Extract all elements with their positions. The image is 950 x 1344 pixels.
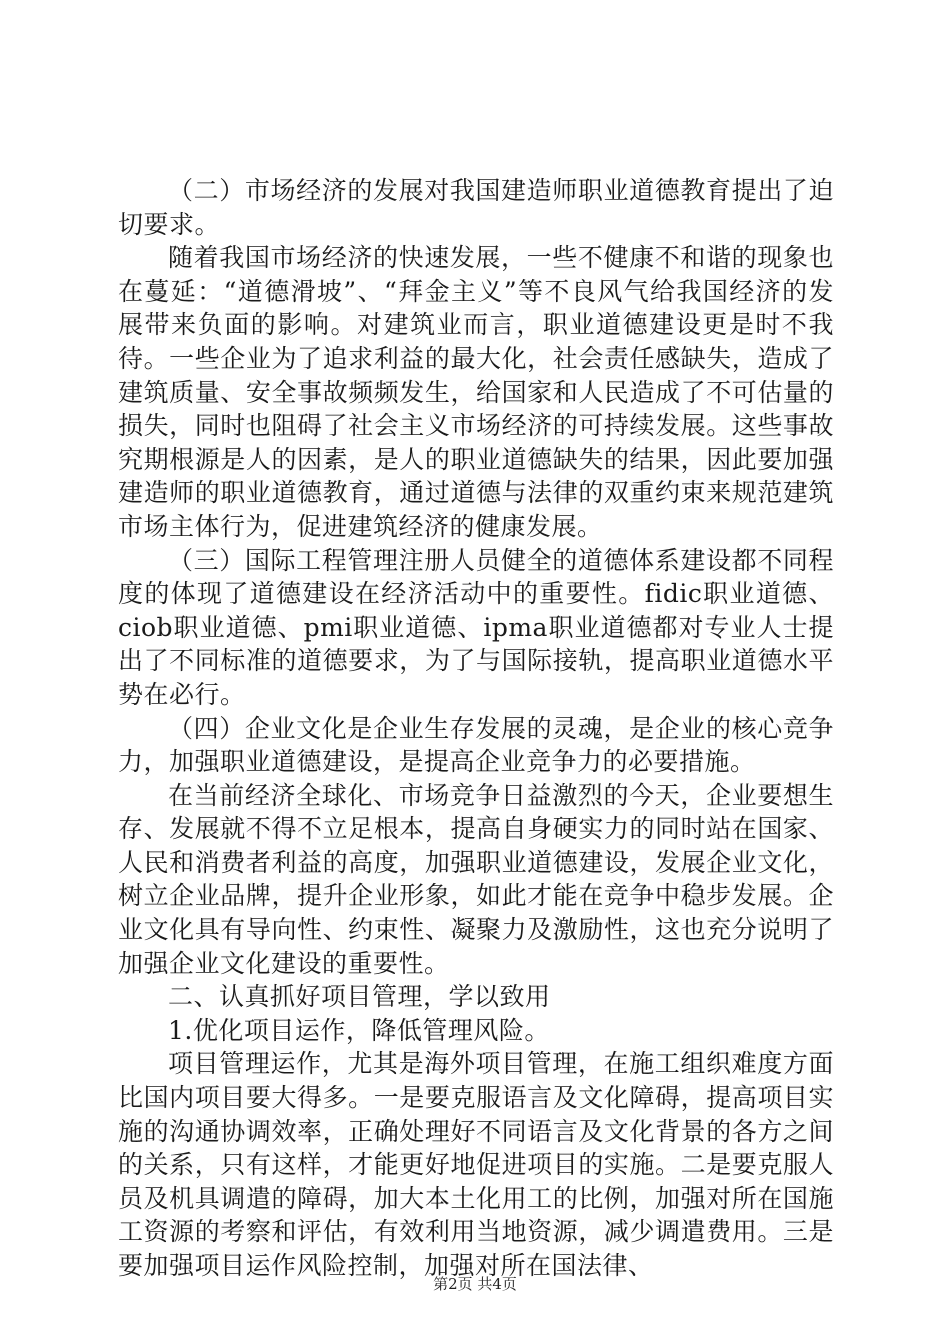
- paragraph-globalization: 在当前经济全球化、市场竞争日益激烈的今天，企业要想生存、发展就不得不立足根本，提高自身硬实力的同时站在国家、人民和消费者利益的高度，加强职业道德建设，发展企业文化，树立企业品牌，提升企业形象，如此才能在竞争中稳步发展。企业文化具有导向性、约束性、凝聚力及激励性，这也充分说明了加强企业文化建设的重要性。: [118, 780, 834, 978]
- page-footer: 第2页 共4页: [433, 1275, 517, 1293]
- paragraph-section-2: （二）市场经济的发展对我国建造师职业道德教育提出了迫切要求。: [118, 176, 834, 239]
- heading-project-management: 二、认真抓好项目管理，学以致用: [168, 982, 551, 1012]
- document-body: [118, 174, 834, 1283]
- paragraph-overseas-projects: 项目管理运作，尤其是海外项目管理，在施工组织难度方面比国内项目要大得多。一是要克服语言及文化障碍，提高项目实施的沟通协调效率，正确处理好不同语言及文化背景的各方之间的关系，只有这样，才能更好地促进项目的实施。二是要克服人员及机具调遣的障碍，加大本土化用工的比例，加强对所在国施工资源的考察和评估，有效利用当地资源，减少调遣费用。三是要加强项目运作风险控制，加强对所在国法律、: [118, 1049, 834, 1280]
- paragraph-section-3: （三）国际工程管理注册人员健全的道德体系建设都不同程度的体现了道德建设在经济活动中的重要性。fidic职业道德、ciob职业道德、pmi职业道德、ipma职业道德都对专业人士提出了不同标准的道德要求，为了与国际接轨，提高职业道德水平势在必行。: [118, 545, 834, 709]
- paragraph-market-economy: 随着我国市场经济的快速发展，一些不健康不和谐的现象也在蔓延：“道德滑坡”、“拜金主义”等不良风气给我国经济的发展带来负面的影响。对建筑业而言，职业道德建设更是时不我待。一些企业为了追求利益的最大化，社会责任感缺失，造成了建筑质量、安全事故频频发生，给国家和人民造成了不可估量的损失，同时也阻碍了社会主义市场经济的可持续发展。这些事故究期根源是人的因素，是人的职业道德缺失的结果，因此要加强建造师的职业道德教育，通过道德与法律的双重约束来规范建筑市场主体行为，促进建筑经济的健康发展。: [118, 243, 834, 541]
- paragraph-section-4: （四）企业文化是企业生存发展的灵魂，是企业的核心竞争力，加强职业道德建设，是提高企业竞争力的必要措施。: [118, 713, 834, 777]
- subheading-optimize-operation: 1.优化项目运作，降低管理风险。: [168, 1015, 550, 1045]
